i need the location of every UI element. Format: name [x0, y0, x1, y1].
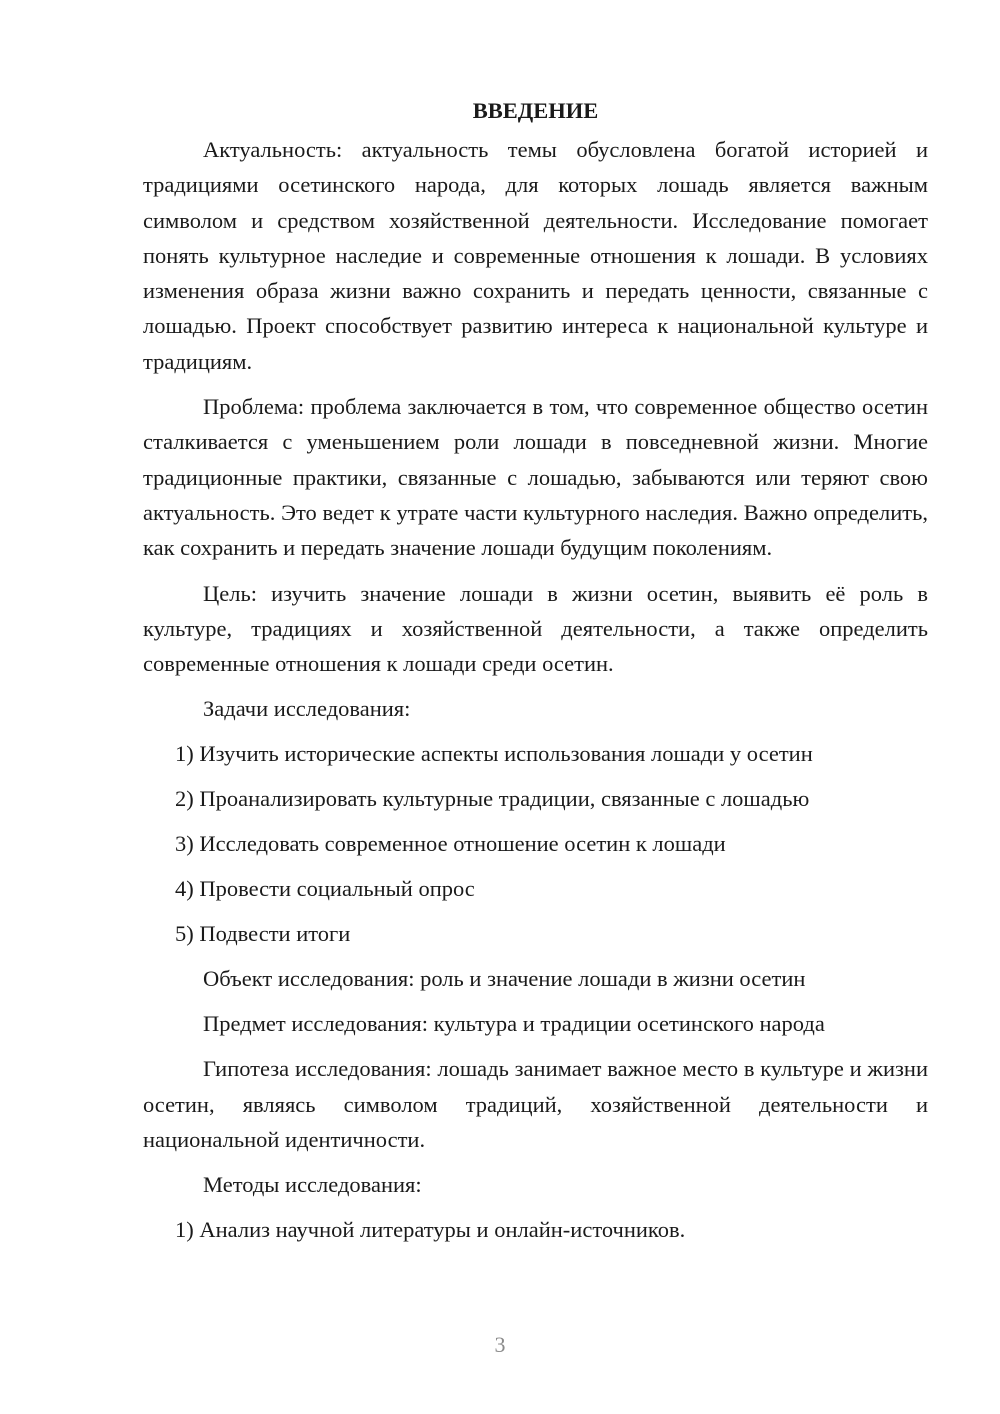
problem-paragraph: Проблема: проблема заключается в том, что современное общество осетин сталкивается с уменьшением роли лошади в повседневной жизни. Многие традиционные практики, связанные с лошадью, забываются или теряют свою актуальность. Это ведет к утрате части культурного наследия. Важно определить, как сохранить и передать значение лошади будущим поколениям.: [143, 394, 928, 561]
methods-title: Методы исследования:: [203, 1172, 422, 1198]
tasks-title: Задачи исследования:: [203, 696, 411, 722]
goal-paragraph: Цель: изучить значение лошади в жизни осетин, выявить её роль в культуре, традициях и хозяйственной деятельности, а также определить современные отношения к лошади среди осетин.: [143, 580, 928, 677]
method-item: 1) Анализ научной литературы и онлайн-источников.: [175, 1217, 686, 1243]
research-object: Объект исследования: роль и значение лошади в жизни осетин: [203, 966, 806, 992]
task-item: 3) Исследовать современное отношение осетин к лошади: [175, 831, 726, 857]
section-heading: ВВЕДЕНИЕ: [472, 98, 599, 123]
task-item: 5) Подвести итоги: [175, 921, 351, 947]
page-content: [143, 93, 928, 1257]
hypothesis-paragraph: Гипотеза исследования: лошадь занимает важное место в культуре и жизни осетин, являясь символом традиций, хозяйственной деятельности и национальной идентичности.: [143, 1056, 928, 1153]
relevance-paragraph: Актуальность: актуальность темы обусловлена богатой историей и традициями осетинского народа, для которых лошадь является важным символом и средством хозяйственной деятельности. Исследование помогает понять культурное наследие и современные отношения к лошади. В условиях изменения образа жизни важно сохранить и передать ценности, связанные с лошадью. Проект способствует развитию интереса к национальной культуре и традициям.: [143, 137, 928, 374]
research-subject: Предмет исследования: культура и традиции осетинского народа: [203, 1011, 825, 1037]
page-number: 3: [494, 1332, 506, 1357]
task-item: 4) Провести социальный опрос: [175, 876, 475, 902]
task-item: 1) Изучить исторические аспекты использования лошади у осетин: [175, 741, 813, 767]
task-item: 2) Проанализировать культурные традиции, связанные с лошадью: [175, 786, 810, 812]
